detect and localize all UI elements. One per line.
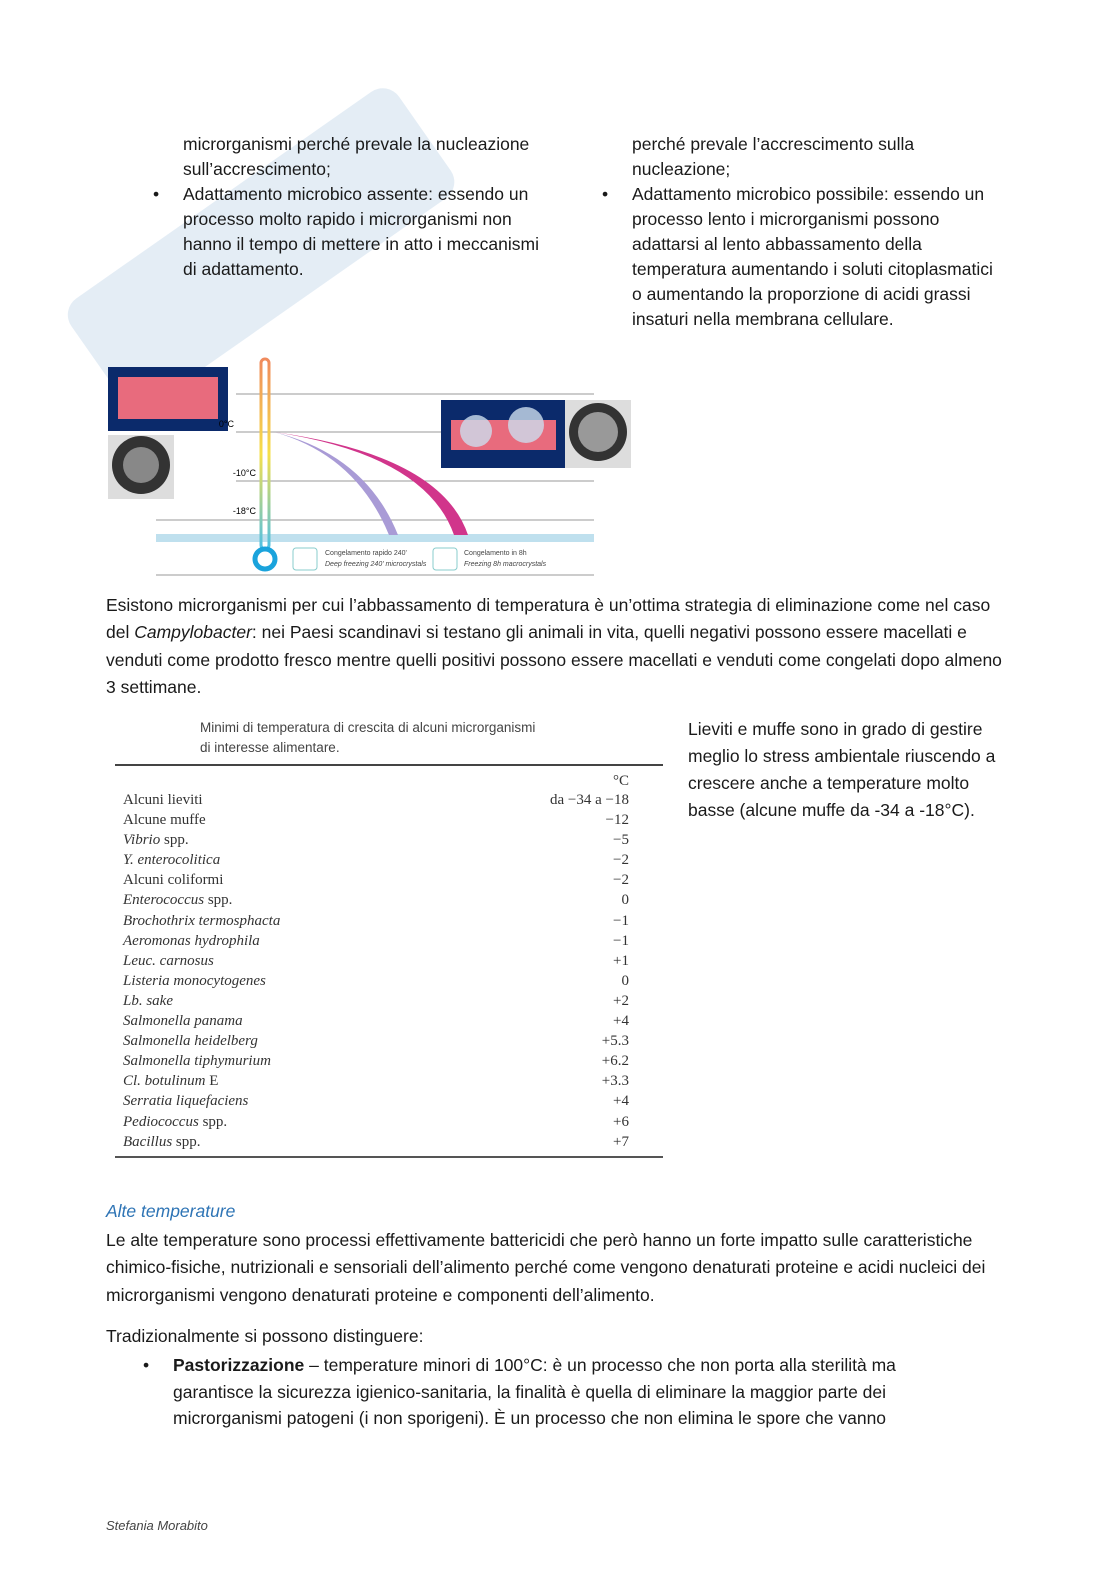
text: : nei Paesi scandinavi si testano gli animali in vita, quelli negativi possono essere macellati e venduti come prodotto fresco mentre quelli positivi possono essere macellati e venduti come congelati dopo almeno 3 settimane. (106, 622, 1002, 697)
min-temp: +6 (613, 1113, 629, 1130)
min-temp: +6.2 (601, 1053, 629, 1070)
left-column-continuation: microrganismi perché prevale la nucleazione sull’accrescimento; (183, 134, 530, 179)
base-band (156, 534, 594, 542)
table-row (115, 850, 663, 870)
table-row (115, 1031, 663, 1051)
organism-name (123, 1071, 218, 1091)
table-row (115, 1132, 663, 1152)
table-row (115, 911, 663, 931)
organism-name (123, 991, 173, 1011)
text: Esistono microrganismi per cui l’abbassamento di temperatura è un’ottima strategia di eliminazione come nel caso del (106, 595, 991, 643)
organism-name (123, 911, 280, 931)
organism-italic: Brochothrix termosphacta (123, 912, 281, 929)
min-temp: −12 (605, 812, 629, 829)
table-row (115, 1112, 663, 1132)
paragraph-distinguish: Tradizionalmente si possono distinguere: (106, 1326, 424, 1346)
legend-slow-2: Freezing 8h macrocrystals (464, 561, 547, 568)
min-temp: +7 (613, 1133, 629, 1150)
table-row (115, 971, 663, 991)
organism-name (123, 810, 206, 830)
min-temp: +3.3 (601, 1073, 629, 1090)
table-row (115, 1051, 663, 1071)
min-temp: −2 (613, 872, 629, 889)
bullet-icon: • (143, 1355, 150, 1375)
organism-name (123, 870, 223, 890)
legend-fast-2: Deep freezing 240' microcrystals (325, 561, 427, 568)
organism-roman: spp. (198, 1113, 228, 1130)
organism-italic: Pediococcus (123, 1113, 199, 1130)
right-bullet: • Adattamento microbico possibile: essendo un processo lento i microrganismi possono adattarsi al lento abbassamento della temperatura aumentando i soluti citoplasmatici o aumentando la proporzione di acidi grassi insaturi nella membrana cellulare. (632, 182, 1002, 332)
table-row (115, 931, 663, 951)
organism-roman: Alcune muffe (123, 812, 206, 829)
min-temp: −5 (613, 832, 629, 849)
left-column (183, 132, 543, 282)
table-row (115, 830, 663, 850)
organism-name (123, 931, 260, 951)
min-temp: +5.3 (601, 1033, 629, 1050)
table-row (115, 1011, 663, 1031)
organism-roman: E (205, 1073, 219, 1090)
organism-roman: spp. (160, 832, 189, 849)
min-temp: 0 (621, 972, 629, 989)
min-temp: −2 (613, 852, 629, 869)
organism-italic: Aeromonas hydrophila (123, 932, 260, 949)
text: – temperature minori di 100°C: è un processo che non porta alla sterilità ma garantisce la sicurezza igienico-sanitaria, la finalità è quella di eliminare la maggior parte dei microrganismi patogeni (i non sporigeni). È un processo che non elimina le spore che vanno (173, 1355, 896, 1428)
organism-italic: Salmonella panama (123, 1013, 243, 1030)
organism-italic: Bacillus (123, 1133, 173, 1150)
min-temp: 0 (621, 892, 629, 909)
organism-italic: Salmonella tiphymurium (123, 1053, 271, 1070)
legend-slow-1: Congelamento in 8h (464, 550, 527, 557)
table-caption-1: Minimi di temperatura di crescita di alcuni microrganismi (200, 720, 536, 735)
footer-author: Stefania Morabito (106, 1518, 208, 1533)
organism-name (123, 1091, 248, 1111)
table-row (115, 810, 663, 830)
organism-italic: Vibrio (123, 832, 161, 849)
organism-italic: Serratia liquefaciens (123, 1093, 249, 1110)
organism-name (123, 1112, 227, 1132)
right-column (632, 132, 1002, 332)
bold-term: Pastorizzazione (173, 1355, 305, 1375)
organism-name (123, 790, 203, 810)
organism-italic: Y. enterocolitica (123, 852, 221, 869)
organism-name (123, 1031, 258, 1051)
min-temp: −1 (613, 932, 629, 949)
organism-roman: spp. (172, 1133, 201, 1150)
organism-roman: Alcuni coliformi (123, 872, 224, 889)
legend-fast-1: Congelamento rapido 240' (325, 550, 407, 557)
paragraph-high-temp: Le alte temperature sono processi effettivamente battericidi che però hanno un forte impatto sulle caratteristiche chimico-fisiche, nutrizionali e sensoriali dell’alimento perché come vengono denaturati proteine e acidi nucleici dei microrganismi vengono denaturati proteine e componenti dell’alimento. (106, 1230, 986, 1305)
organism-name (123, 951, 214, 971)
organism-name (123, 830, 189, 850)
organism-italic: Listeria monocytogenes (123, 972, 266, 989)
freezing-figure (106, 355, 636, 580)
min-temp: +1 (613, 952, 629, 969)
organism-italic: Enterococcus (123, 892, 205, 909)
organism-italic: Salmonella heidelberg (123, 1033, 258, 1050)
section-heading: Alte temperature (106, 1201, 236, 1221)
organism-name (123, 850, 220, 870)
organism-name (123, 1011, 243, 1031)
min-temp: +2 (613, 992, 629, 1009)
organism-name (123, 1051, 271, 1071)
organism-italic: Lb. sake (123, 992, 173, 1009)
emphasis: Campylobacter (134, 622, 252, 643)
min-temp: −1 (613, 912, 629, 929)
table-row (115, 951, 663, 971)
min-temp: da −34 a −18 (550, 792, 629, 808)
table-caption-2: di interesse alimentare. (200, 740, 340, 755)
min-temp: +4 (613, 1013, 629, 1030)
right-column-continuation: perché prevale l’accrescimento sulla nucleazione; (632, 134, 915, 179)
table-row (115, 790, 663, 810)
paragraph-campylobacter (106, 592, 1006, 701)
left-bullet: • Adattamento microbico assente: essendo un processo molto rapido i microrganismi non hanno il tempo di mettere in atto i meccanismi di adattamento. (183, 182, 543, 282)
bullet-pastorizzazione (143, 1352, 963, 1432)
organism-italic: Cl. botulinum (123, 1073, 206, 1090)
label-0c: 0°C (218, 419, 234, 429)
table-row (115, 1071, 663, 1091)
table-row (115, 1091, 663, 1111)
label-minus18c: -18°C (232, 506, 256, 516)
organism-name (123, 971, 266, 991)
microcrystal-icon (293, 548, 317, 570)
table-row (115, 870, 663, 890)
unit-header: °C (612, 773, 629, 789)
organism-italic: Leuc. carnosus (123, 952, 214, 969)
macrocrystal-icon (433, 548, 457, 570)
side-text: Lieviti e muffe sono in grado di gestire meglio lo stress ambientale riuscendo a crescere anche a temperature molto basse (alcune muffe da -34 a -18°C). (688, 719, 996, 820)
organism-roman: Alcuni lieviti (123, 792, 203, 808)
organism-name (123, 1132, 201, 1152)
label-minus10c: -10°C (232, 468, 256, 478)
table-row (115, 890, 663, 910)
organism-roman: spp. (204, 892, 233, 909)
temperature-table (115, 718, 663, 1158)
min-temp: +4 (613, 1093, 629, 1110)
organism-name (123, 890, 232, 910)
table-row (115, 991, 663, 1011)
